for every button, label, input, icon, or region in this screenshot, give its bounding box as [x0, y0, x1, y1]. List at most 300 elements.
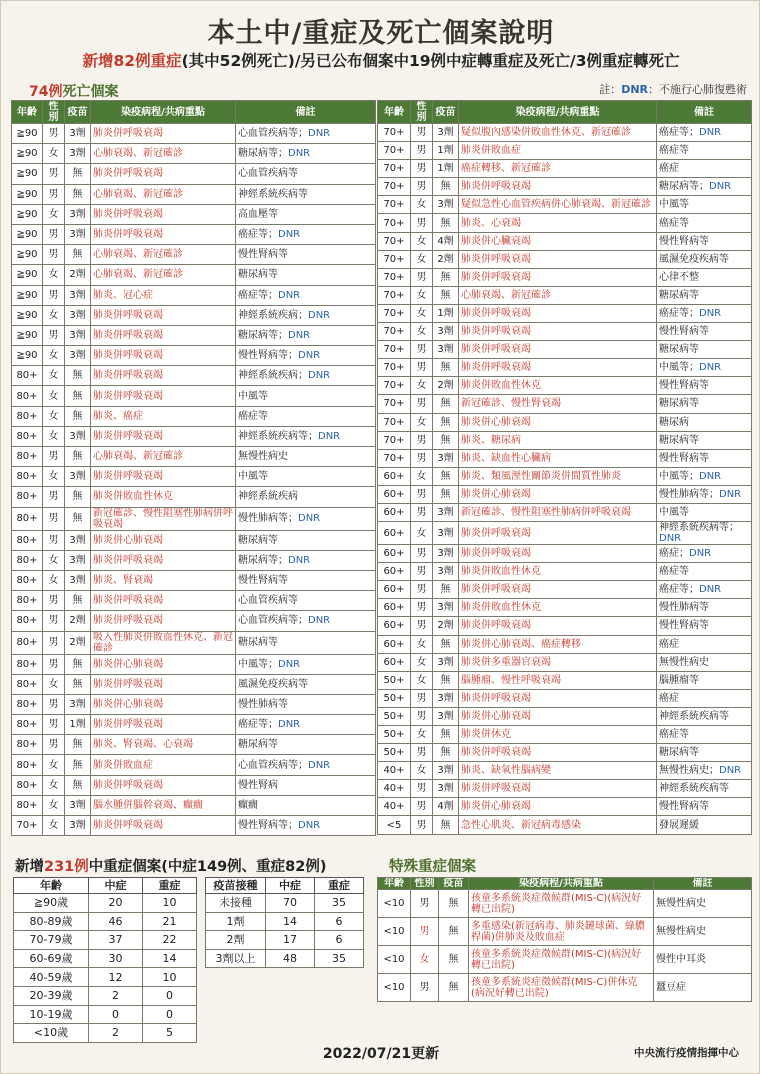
remark-text: 糖尿病等	[659, 398, 699, 410]
table-header-row	[206, 878, 364, 894]
remark-dnr: DNR	[659, 533, 682, 545]
remark-text: 腦腫瘤等	[659, 674, 699, 686]
remark-text: 神經系統疾病等	[659, 783, 729, 795]
cell-vaccine: 3劑	[65, 816, 91, 836]
cell-count: 46	[89, 912, 143, 931]
cell-course: 肺炎併呼吸衰竭	[91, 305, 236, 325]
cell-sex: 女	[411, 522, 433, 545]
cell-age: 70+	[378, 341, 411, 359]
cell-remarks	[236, 245, 376, 265]
cell-sex: 女	[43, 467, 65, 487]
table-row	[378, 124, 752, 142]
cell-age: 50+	[378, 689, 411, 707]
cell-sex: 女	[43, 775, 65, 795]
cell-remarks	[657, 816, 752, 834]
cell-age: 60+	[378, 563, 411, 581]
remark-text: 心血管疾病等	[238, 168, 298, 180]
cell-age: ≧90	[12, 204, 43, 224]
cell-label: 2劑	[206, 931, 266, 950]
cell-remarks	[236, 775, 376, 795]
cell-course: 肺炎併呼吸衰竭	[91, 204, 236, 224]
cell-label: 20-39歲	[14, 986, 89, 1005]
cell-remarks	[236, 124, 376, 144]
cell-count: 10	[143, 894, 197, 913]
table-header-row	[378, 878, 752, 890]
cell-sex: 男	[411, 503, 433, 521]
cell-course: 心肺衰竭、新冠確診	[91, 184, 236, 204]
col-severe: 重症	[143, 878, 197, 894]
cell-remarks	[236, 184, 376, 204]
cell-vaccine: 3劑	[65, 285, 91, 305]
remark-text: 無慢性病史	[238, 451, 288, 463]
cell-age: ≧90	[12, 164, 43, 184]
cell-age: 80+	[12, 795, 43, 815]
cell-age: 80+	[12, 631, 43, 654]
cell-course: 肺炎併心肺衰竭	[91, 530, 236, 550]
cell-remarks	[657, 286, 752, 304]
cell-vaccine: 無	[433, 268, 459, 286]
cell-label: 10-19歲	[14, 1005, 89, 1024]
table-row	[12, 366, 376, 386]
remark-text: 糖尿病等；	[659, 181, 709, 193]
table-row	[12, 570, 376, 590]
cell-remarks	[657, 485, 752, 503]
remark-text: 慢性腎病等	[659, 452, 709, 464]
cell-age: ≧90	[12, 325, 43, 345]
cell-course: 肺炎併呼吸衰竭	[91, 550, 236, 570]
cell-vaccine: 3劑	[433, 599, 459, 617]
cell-course: 新冠確診、慢性阻塞性肺病併呼吸衰竭	[459, 503, 657, 521]
cell-course: 肺炎、心衰竭	[459, 214, 657, 232]
cell-vaccine: 無	[433, 726, 459, 744]
cell-course: 新冠確診、慢性阻塞性肺病併呼吸衰竭	[91, 507, 236, 530]
cell-course: 肺炎併敗血性休克	[459, 377, 657, 395]
cell-vaccine: 無	[433, 431, 459, 449]
table-row	[12, 184, 376, 204]
cell-remarks	[236, 285, 376, 305]
cell-remarks	[657, 617, 752, 635]
cell-course: 肺炎併呼吸衰竭	[91, 346, 236, 366]
table-row	[378, 890, 752, 918]
cell-sex: 男	[411, 341, 433, 359]
cell-course: 疑似急性心血管疾病併心肺衰竭、新冠確診	[459, 196, 657, 214]
cell-remarks	[657, 563, 752, 581]
cell-vaccine: 無	[65, 386, 91, 406]
remark-text: 神經系統疾病；	[238, 370, 308, 382]
cell-vaccine: 3劑	[433, 545, 459, 563]
cell-vaccine: 3劑	[65, 426, 91, 446]
table-row	[378, 744, 752, 762]
remark-text: 慢性腎病等	[659, 326, 709, 338]
cell-count: 6	[315, 912, 364, 931]
cell-sex: 女	[43, 816, 65, 836]
cell-course: 肺炎併呼吸衰竭	[91, 775, 236, 795]
cell-sex: 女	[43, 755, 65, 775]
cell-vaccine: 無	[65, 775, 91, 795]
remark-text: 神經系統疾病等	[238, 188, 308, 200]
cell-sex: 男	[43, 591, 65, 611]
cell-sex: 女	[411, 653, 433, 671]
cell-remarks	[657, 395, 752, 413]
remark-dnr: DNR	[709, 181, 732, 193]
cell-vaccine: 3劑	[433, 762, 459, 780]
age-table	[13, 877, 197, 1043]
cell-age: ≧90	[12, 144, 43, 164]
cell-count: 35	[315, 894, 364, 913]
severe-prefix: 新增	[15, 859, 44, 875]
cell-sex: 男	[411, 268, 433, 286]
cell-age: 80+	[12, 674, 43, 694]
cell-remarks	[657, 178, 752, 196]
cell-course: 孩童多系統炎症徵候群(MIS-C)(病況好轉已出院)	[469, 890, 654, 918]
cell-course: 吸入性肺炎併敗血性休克、新冠確診	[91, 631, 236, 654]
remark-text: 慢性腎病等；	[238, 350, 298, 362]
cell-course: 肺炎併呼吸衰竭	[91, 426, 236, 446]
cell-sex: 男	[411, 816, 433, 834]
table-row	[378, 599, 752, 617]
cell-course: 肺炎併心臟衰竭	[459, 232, 657, 250]
cell-age: 70+	[378, 286, 411, 304]
remark-dnr: DNR	[308, 370, 331, 382]
cell-vaccine: 無	[433, 744, 459, 762]
cell-remarks	[236, 715, 376, 735]
cell-vaccine: 3劑	[65, 795, 91, 815]
remark-text: 慢性腎病等	[659, 801, 709, 813]
cell-label: 70-79歲	[14, 931, 89, 950]
remark-text: 癌症	[659, 163, 679, 175]
remark-text: 神經系統疾病	[238, 491, 298, 503]
cell-age: 40+	[378, 798, 411, 816]
cell-age: ≧90	[12, 124, 43, 144]
cell-remarks: 慢性中耳炎	[654, 946, 752, 974]
table-row	[378, 563, 752, 581]
cell-remarks	[657, 653, 752, 671]
cell-vaccine: 3劑	[433, 341, 459, 359]
table-row	[12, 447, 376, 467]
cell-course: 肺炎併心肺衰竭	[459, 707, 657, 725]
table-row	[12, 467, 376, 487]
cell-remarks	[236, 570, 376, 590]
cell-sex: 男	[411, 214, 433, 232]
table-row	[12, 426, 376, 446]
table-header-row	[14, 878, 197, 894]
cell-age: 50+	[378, 744, 411, 762]
cell-age: 70+	[378, 359, 411, 377]
cell-remarks	[657, 304, 752, 322]
table-row	[378, 671, 752, 689]
cell-remarks	[236, 325, 376, 345]
table-row	[12, 386, 376, 406]
cell-sex: 女	[43, 305, 65, 325]
cell-course: 肺炎、類風溼性關節炎併間質性肺炎	[459, 467, 657, 485]
cell-course: 肺炎併呼吸衰竭	[91, 674, 236, 694]
cell-count: 14	[143, 949, 197, 968]
cell-course: 肺炎併呼吸衰竭	[91, 386, 236, 406]
cell-age: 70+	[378, 431, 411, 449]
cell-vaccine: 3劑	[433, 124, 459, 142]
cell-vaccine: 無	[65, 674, 91, 694]
remark-text: 風濕免疫疾病等	[659, 253, 729, 265]
table-row	[378, 395, 752, 413]
remark-text: 高血壓等	[238, 208, 278, 220]
cell-age: 60+	[378, 635, 411, 653]
cell-age: 80+	[12, 611, 43, 631]
remark-dnr: DNR	[699, 127, 722, 139]
cell-age: <10	[378, 946, 411, 974]
cell-sex: 男	[411, 744, 433, 762]
cell-course: 肺炎併休克	[459, 726, 657, 744]
cell-age: 70+	[378, 214, 411, 232]
cell-age: 80+	[12, 447, 43, 467]
cell-remarks	[657, 268, 752, 286]
cell-sex: 男	[43, 530, 65, 550]
col-vaccine: 疫苗	[433, 101, 459, 124]
remark-text: 癌症等	[659, 566, 689, 578]
cell-sex: 女	[43, 144, 65, 164]
cell-age: 70+	[378, 142, 411, 160]
cell-vaccine: 3劑	[65, 144, 91, 164]
cell-sex: 男	[43, 631, 65, 654]
cell-age: ≧90	[12, 265, 43, 285]
cell-course: 肺炎併敗血症	[91, 755, 236, 775]
cell-course: 肺炎併呼吸衰竭	[91, 224, 236, 244]
cell-remarks	[236, 305, 376, 325]
cell-remarks	[657, 635, 752, 653]
cell-remarks	[236, 224, 376, 244]
remark-text: 風濕免疫疾病等	[238, 678, 308, 690]
cell-course: 肺炎併敗血性休克	[91, 487, 236, 507]
cell-remarks	[657, 467, 752, 485]
deaths-heading	[29, 81, 118, 101]
remark-text: 慢性肺病等	[659, 602, 709, 614]
table-row	[12, 816, 376, 836]
cell-vaccine: 無	[65, 507, 91, 530]
table-row	[378, 214, 752, 232]
table-row	[378, 653, 752, 671]
table-row	[14, 1005, 197, 1024]
table-header-row	[378, 101, 752, 124]
table-row	[12, 124, 376, 144]
cell-remarks	[236, 366, 376, 386]
cell-vaccine: 無	[65, 164, 91, 184]
table-row	[378, 762, 752, 780]
table-row	[378, 918, 752, 946]
cell-sex: 女	[411, 323, 433, 341]
cell-sex: 男	[43, 487, 65, 507]
cell-sex: 女	[43, 346, 65, 366]
table-row	[378, 341, 752, 359]
col-severe: 重症	[315, 878, 364, 894]
cell-age: 70+	[378, 178, 411, 196]
cell-course: 肺炎併呼吸衰竭	[91, 591, 236, 611]
cell-age: 80+	[12, 775, 43, 795]
table-row	[12, 487, 376, 507]
table-row	[378, 707, 752, 725]
table-row	[12, 204, 376, 224]
remark-text: 神經系統疾病等；	[659, 522, 739, 534]
cell-label: 60-69歲	[14, 949, 89, 968]
cell-remarks	[657, 214, 752, 232]
cell-sex: 男	[411, 431, 433, 449]
table-row	[12, 265, 376, 285]
cell-vaccine: 3劑	[65, 224, 91, 244]
remark-text: 癌症等；	[659, 307, 699, 319]
remark-dnr: DNR	[318, 430, 341, 442]
remark-text: 糖尿病	[659, 416, 689, 428]
cell-remarks	[236, 816, 376, 836]
cell-label: ≧90歲	[14, 894, 89, 913]
table-row	[12, 715, 376, 735]
cell-remarks	[236, 755, 376, 775]
table-row	[12, 245, 376, 265]
cell-label: 40-59歲	[14, 968, 89, 987]
cell-vaccine: 4劑	[433, 232, 459, 250]
cell-age: 60+	[378, 545, 411, 563]
cell-sex: 女	[411, 196, 433, 214]
cell-count: 0	[143, 986, 197, 1005]
remark-text: 慢性腎病等	[659, 235, 709, 247]
cell-remarks	[236, 530, 376, 550]
cell-course: 孩童多系統炎症徵候群(MIS-C)(病況好轉已出院)	[469, 946, 654, 974]
cell-remarks	[657, 726, 752, 744]
cell-count: 0	[143, 1005, 197, 1024]
remark-text: 中風等；	[238, 658, 278, 670]
cell-vaccine: 2劑	[433, 617, 459, 635]
cell-vaccine: 無	[433, 286, 459, 304]
cell-course: 急性心肌炎、新冠病毒感染	[459, 816, 657, 834]
cell-course: 孩童多系統炎症徵候群(MIS-C)併休克(病況好轉已出院)	[469, 974, 654, 1002]
deaths-label: 死亡個案	[62, 84, 119, 100]
cell-sex: 男	[411, 142, 433, 160]
cell-remarks	[657, 707, 752, 725]
cell-vaccine: 無	[439, 890, 469, 918]
cell-age: 70+	[378, 449, 411, 467]
table-row	[378, 142, 752, 160]
table-row	[206, 912, 364, 931]
cell-count: 17	[266, 931, 315, 950]
cell-sex: 女	[43, 550, 65, 570]
cell-remarks	[657, 798, 752, 816]
cell-sex: 女	[43, 366, 65, 386]
cell-age: 80+	[12, 507, 43, 530]
remark-text: 糖尿病等	[659, 344, 699, 356]
remark-text: 心血管疾病等	[238, 595, 298, 607]
cell-count: 21	[143, 912, 197, 931]
cell-sex: 女	[411, 467, 433, 485]
cell-sex: 男	[411, 449, 433, 467]
remark-dnr: DNR	[308, 759, 331, 771]
remark-text: 癌症等；	[238, 719, 278, 731]
cell-sex: 女	[43, 386, 65, 406]
table-row	[378, 946, 752, 974]
cell-age: 70+	[12, 816, 43, 836]
cell-count: 10	[143, 968, 197, 987]
remark-dnr: DNR	[308, 309, 331, 321]
cell-age: 70+	[378, 232, 411, 250]
cell-remarks	[657, 671, 752, 689]
cell-age: <10	[378, 974, 411, 1002]
cell-remarks	[236, 447, 376, 467]
cell-vaccine: 無	[433, 485, 459, 503]
cell-vaccine: 3劑	[65, 204, 91, 224]
table-row	[12, 591, 376, 611]
subtitle	[1, 49, 760, 71]
cell-vaccine: 3劑	[65, 467, 91, 487]
cell-sex: 男	[411, 798, 433, 816]
cell-vaccine: 無	[433, 816, 459, 834]
cell-course: 肺炎併心肺衰竭	[459, 485, 657, 503]
cell-vaccine: 2劑	[433, 250, 459, 268]
cell-course: 肺炎、冠心症	[91, 285, 236, 305]
cell-age: 40+	[378, 762, 411, 780]
col-course: 染疫病程/共病重點	[469, 878, 654, 890]
remark-dnr: DNR	[298, 513, 321, 525]
cell-course: 心肺衰竭、新冠確診	[91, 447, 236, 467]
col-sex: 性別	[411, 878, 439, 890]
cell-vaccine: 3劑	[433, 689, 459, 707]
cell-sex: 男	[411, 707, 433, 725]
remark-text: 糖尿病等；	[238, 554, 288, 566]
table-row	[206, 894, 364, 913]
cell-count: 2	[89, 1024, 143, 1043]
cell-remarks	[657, 196, 752, 214]
cell-age: 70+	[378, 304, 411, 322]
cell-vaccine: 3劑	[433, 449, 459, 467]
cell-age: 40+	[378, 780, 411, 798]
cell-count: 6	[315, 931, 364, 950]
cell-age: <10	[378, 890, 411, 918]
remark-text: 中風等；	[659, 470, 699, 482]
col-vaccination: 疫苗接種	[206, 878, 266, 894]
cell-remarks	[236, 346, 376, 366]
table-row	[14, 894, 197, 913]
col-sex: 性別	[43, 101, 65, 124]
cell-course: 肺炎併心肺衰竭	[91, 654, 236, 674]
table-row	[12, 775, 376, 795]
cell-remarks	[657, 503, 752, 521]
cell-age: <5	[378, 816, 411, 834]
remark-dnr: DNR	[308, 128, 331, 140]
cell-age: 70+	[378, 268, 411, 286]
table-row	[378, 689, 752, 707]
cell-vaccine: 無	[65, 406, 91, 426]
cell-age: 70+	[378, 323, 411, 341]
table-row	[378, 196, 752, 214]
cell-vaccine: 3劑	[433, 323, 459, 341]
table-row	[378, 359, 752, 377]
cell-remarks	[236, 674, 376, 694]
cell-age: 80+	[12, 550, 43, 570]
cell-course: 肺炎併呼吸衰竭	[91, 164, 236, 184]
remark-dnr: DNR	[689, 548, 712, 560]
table-row	[378, 522, 752, 545]
table-row	[12, 674, 376, 694]
cell-sex: 男	[43, 447, 65, 467]
table-row	[12, 694, 376, 714]
cell-course: 肺炎併呼吸衰竭	[91, 325, 236, 345]
cell-count: 5	[143, 1024, 197, 1043]
table-row	[12, 285, 376, 305]
cell-count: 12	[89, 968, 143, 987]
col-remarks: 備註	[236, 101, 376, 124]
remark-text: 神經系統疾病等	[659, 710, 729, 722]
cell-course: 癌症轉移、新冠確診	[459, 160, 657, 178]
cell-remarks	[657, 599, 752, 617]
cell-course: 心肺衰竭、新冠確診	[91, 265, 236, 285]
cell-label: <10歲	[14, 1024, 89, 1043]
cell-age: ≧90	[12, 245, 43, 265]
table-row	[378, 726, 752, 744]
